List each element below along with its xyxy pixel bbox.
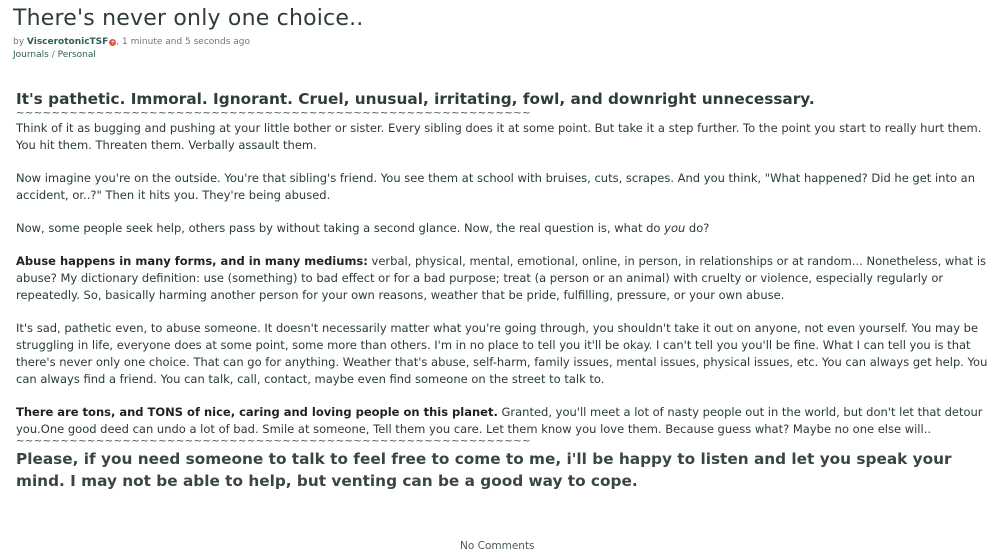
paragraph-5: It's sad, pathetic even, to abuse someone. It doesn't necessarily matter what you're going through, you shouldn't take it out on anyone, not even yourself. You may be struggling in life, everyone does at some point, some more than others. I'm in no place to tell you it'll be okay. I can't tell you you'll be fine. What I can tell you is that there's never only one choice. That can go for anything. Weather that's abuse, self-harm, family issues, mental issues, physical issues, etc. You can always get help. You can always find a friend. You can talk, call, contact, maybe even find someone on the street to talk to. bbox=[16, 321, 988, 386]
journal-title: There's never only one choice.. bbox=[13, 6, 364, 31]
paragraph-6-rest: Granted, you'll meet a lot of nasty people out in the world, but don't let that detour you.One good deed can undo a lot of bad. Smile at someone, Tell them you care. Let them know you love them. Because guess what? Maybe no one else will.. bbox=[16, 405, 983, 436]
paragraph-4-rest: verbal, physical, mental, emotional, online, in person, in relationships or at random... Nonetheless, what is abuse? My dictionary definition: use (something) to bad effect or for a bad purpose; treat (a person or an animal) with cruelty or violence, especially regularly or repeatedly. So, basically harming another person for your own reasons, weather that be pride, fulfilling, pressure, or your own abuse. bbox=[16, 254, 986, 302]
paragraph-6-bold: There are tons, and TONS of nice, caring and loving people on this planet. bbox=[16, 405, 498, 419]
by-label: by bbox=[13, 37, 25, 47]
breadcrumb-journals-link[interactable]: Journals bbox=[13, 50, 49, 60]
member-badge-icon: + bbox=[110, 39, 116, 46]
comments-link[interactable]: No Comments bbox=[460, 540, 535, 552]
paragraph-3 bbox=[16, 220, 996, 237]
journal-heading: It's pathetic. Immoral. Ignorant. Cruel, unusual, irritating, fowl, and downright unnecessary. bbox=[16, 90, 815, 108]
post-time: , 1 minute and 5 seconds ago bbox=[116, 37, 251, 47]
paragraph-3-emphasis: you bbox=[664, 221, 686, 235]
paragraph-4-bold: Abuse happens in many forms, and in many mediums: bbox=[16, 254, 368, 268]
closing-statement: Please, if you need someone to talk to feel free to come to me, i'll be happy to listen and let you speak your mind. I may not be able to help, but venting can be a good way to cope. bbox=[16, 450, 952, 490]
paragraph-1: Think of it as bugging and pushing at your little bother or sister. Every sibling does it at some point. But take it a step further. To the point you start to really hurt them. You hit them. Threaten them. Verbally assault them. bbox=[16, 121, 982, 152]
breadcrumb bbox=[13, 50, 96, 60]
breadcrumb-personal-link[interactable]: Personal bbox=[57, 50, 96, 60]
journal-meta bbox=[13, 37, 250, 47]
journal-body bbox=[16, 88, 996, 492]
tilde-divider-2: ~~~~~~~~~~~~~~~~~~~~~~~~~~~~~~~~~~~~~~~~~~~~~~~~~~~~~~~~~~ bbox=[16, 438, 531, 447]
paragraph-6 bbox=[16, 404, 996, 438]
paragraph-4 bbox=[16, 253, 996, 304]
paragraph-3-end: do? bbox=[685, 221, 710, 235]
author-link[interactable]: ViscerotonicTSF bbox=[26, 37, 109, 47]
tilde-divider: ~~~~~~~~~~~~~~~~~~~~~~~~~~~~~~~~~~~~~~~~~~~~~~~~~~~~~~~~~~ bbox=[16, 110, 531, 119]
paragraph-3-start: Now, some people seek help, others pass by without taking a second glance. Now, the real question is, what do bbox=[16, 221, 665, 235]
paragraph-2: Now imagine you're on the outside. You're that sibling's friend. You see them at school with bruises, cuts, scrapes. And you think, "What happened? Did he get into an accident, or..?" Then it hits you. They're being abused. bbox=[16, 171, 975, 202]
breadcrumb-separator: / bbox=[51, 50, 55, 60]
